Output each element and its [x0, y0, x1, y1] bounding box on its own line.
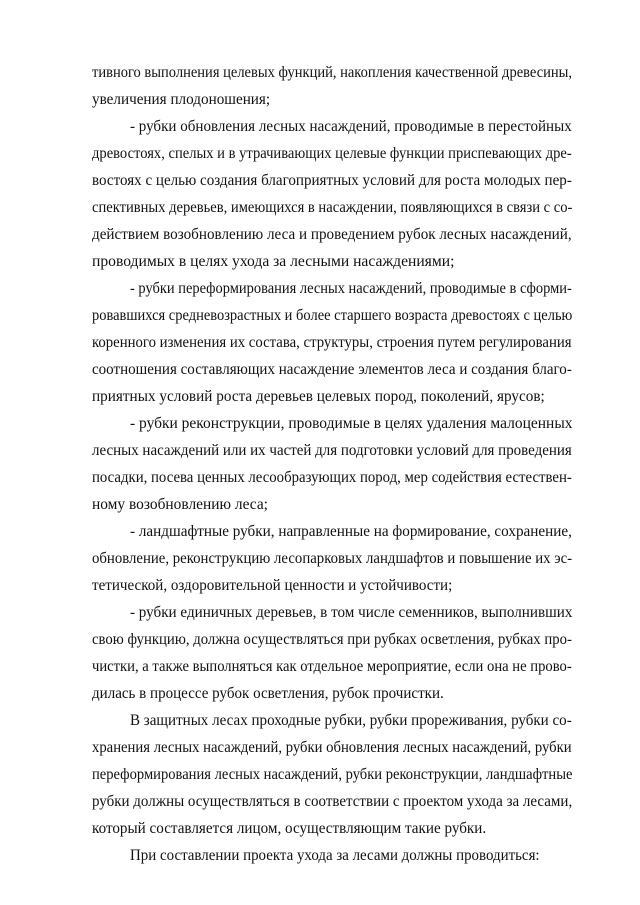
- line-text: коренного изменения их состава, структуры, строения путем регулирования: [92, 334, 572, 351]
- text-line: [0, 412, 640, 436]
- line-text: спективных деревьев, имеющихся в насаждении, появляющихся в связи с со-: [92, 199, 573, 216]
- line-text: который составляется лицом, осуществляющим такие рубки.: [92, 820, 487, 837]
- line-text: ровавшихся средневозрастных и более старшего возраста древостоях с целью: [92, 307, 573, 324]
- line-text: действием возобновлению леса и проведением рубок лесных насаждений,: [92, 226, 572, 243]
- text-line: [0, 736, 640, 760]
- line-text: - рубки переформирования лесных насаждений, проводимые в сформи-: [130, 280, 572, 297]
- text-line: [0, 169, 640, 193]
- text-line: [0, 250, 640, 274]
- text-line: [0, 385, 640, 409]
- text-line: [0, 763, 640, 787]
- line-text: - рубки обновления лесных насаждений, проводимые в перестойных: [130, 118, 572, 135]
- line-text: обновление, реконструкцию лесопарковых ландшафтов и повышение их эс-: [92, 550, 573, 567]
- line-text: древостоях, спелых и в утрачивающих целевые функции приспевающих дре-: [92, 145, 572, 162]
- text-line: [0, 574, 640, 598]
- text-line: [0, 61, 640, 85]
- line-text: увеличения плодоношения;: [92, 91, 271, 108]
- text-line: [0, 196, 640, 220]
- text-line: [0, 223, 640, 247]
- line-text: востоях с целью создания благоприятных условий для роста молодых пер-: [92, 172, 572, 189]
- line-text: проводимых в целях ухода за лесными насаждениями;: [92, 253, 455, 270]
- text-line: [0, 115, 640, 139]
- text-line: [0, 817, 640, 841]
- text-line: [0, 682, 640, 706]
- text-line: [0, 493, 640, 517]
- text-line: [0, 358, 640, 382]
- line-text: соотношения составляющих насаждение элементов леса и создания благо-: [92, 361, 572, 378]
- text-line: [0, 466, 640, 490]
- line-text: лесных насаждений или их частей для подготовки условий для проведения: [92, 442, 572, 459]
- line-text: рубки должны осуществляться в соответствии с проектом ухода за лесами,: [92, 793, 573, 810]
- text-line: [0, 520, 640, 544]
- text-line: [0, 88, 640, 112]
- text-line: [0, 628, 640, 652]
- line-text: посадки, посева ценных лесообразующих пород, мер содействия естествен-: [92, 469, 572, 486]
- text-line: [0, 547, 640, 571]
- line-text: - рубки единичных деревьев, в том числе семенников, выполнивших: [130, 604, 573, 621]
- line-text: При составлении проекта ухода за лесами должны проводиться:: [130, 847, 540, 864]
- text-line: [0, 709, 640, 733]
- line-text: - ландшафтные рубки, направленные на формирование, сохранение,: [130, 523, 572, 540]
- line-text: тетической, оздоровительной ценности и устойчивости;: [92, 577, 453, 594]
- line-text: свою функцию, должна осуществляться при рубках осветления, рубках про-: [92, 631, 572, 648]
- line-text: переформирования лесных насаждений, рубки реконструкции, ландшафтные: [92, 766, 573, 783]
- line-text: ному возобновлению леса;: [92, 496, 268, 513]
- line-text: хранения лесных насаждений, рубки обновления лесных насаждений, рубки: [92, 739, 572, 756]
- text-line: [0, 439, 640, 463]
- line-text: чистки, а также выполняться как отдельное мероприятие, если она не прово-: [92, 658, 572, 675]
- text-line: [0, 844, 640, 868]
- line-text: приятных условий роста деревьев целевых пород, поколений, ярусов;: [92, 388, 545, 405]
- text-line: [0, 331, 640, 355]
- text-line: [0, 655, 640, 679]
- text-line: [0, 790, 640, 814]
- text-line: [0, 277, 640, 301]
- text-line: [0, 142, 640, 166]
- text-line: [0, 304, 640, 328]
- line-text: В защитных лесах проходные рубки, рубки прореживания, рубки со-: [130, 712, 572, 729]
- line-text: - рубки реконструкции, проводимые в целях удаления малоценных: [130, 415, 573, 432]
- line-text: дилась в процессе рубок осветления, рубок прочистки.: [92, 685, 444, 702]
- line-text: тивного выполнения целевых функций, накопления качественной древесины,: [92, 64, 573, 81]
- text-line: [0, 601, 640, 625]
